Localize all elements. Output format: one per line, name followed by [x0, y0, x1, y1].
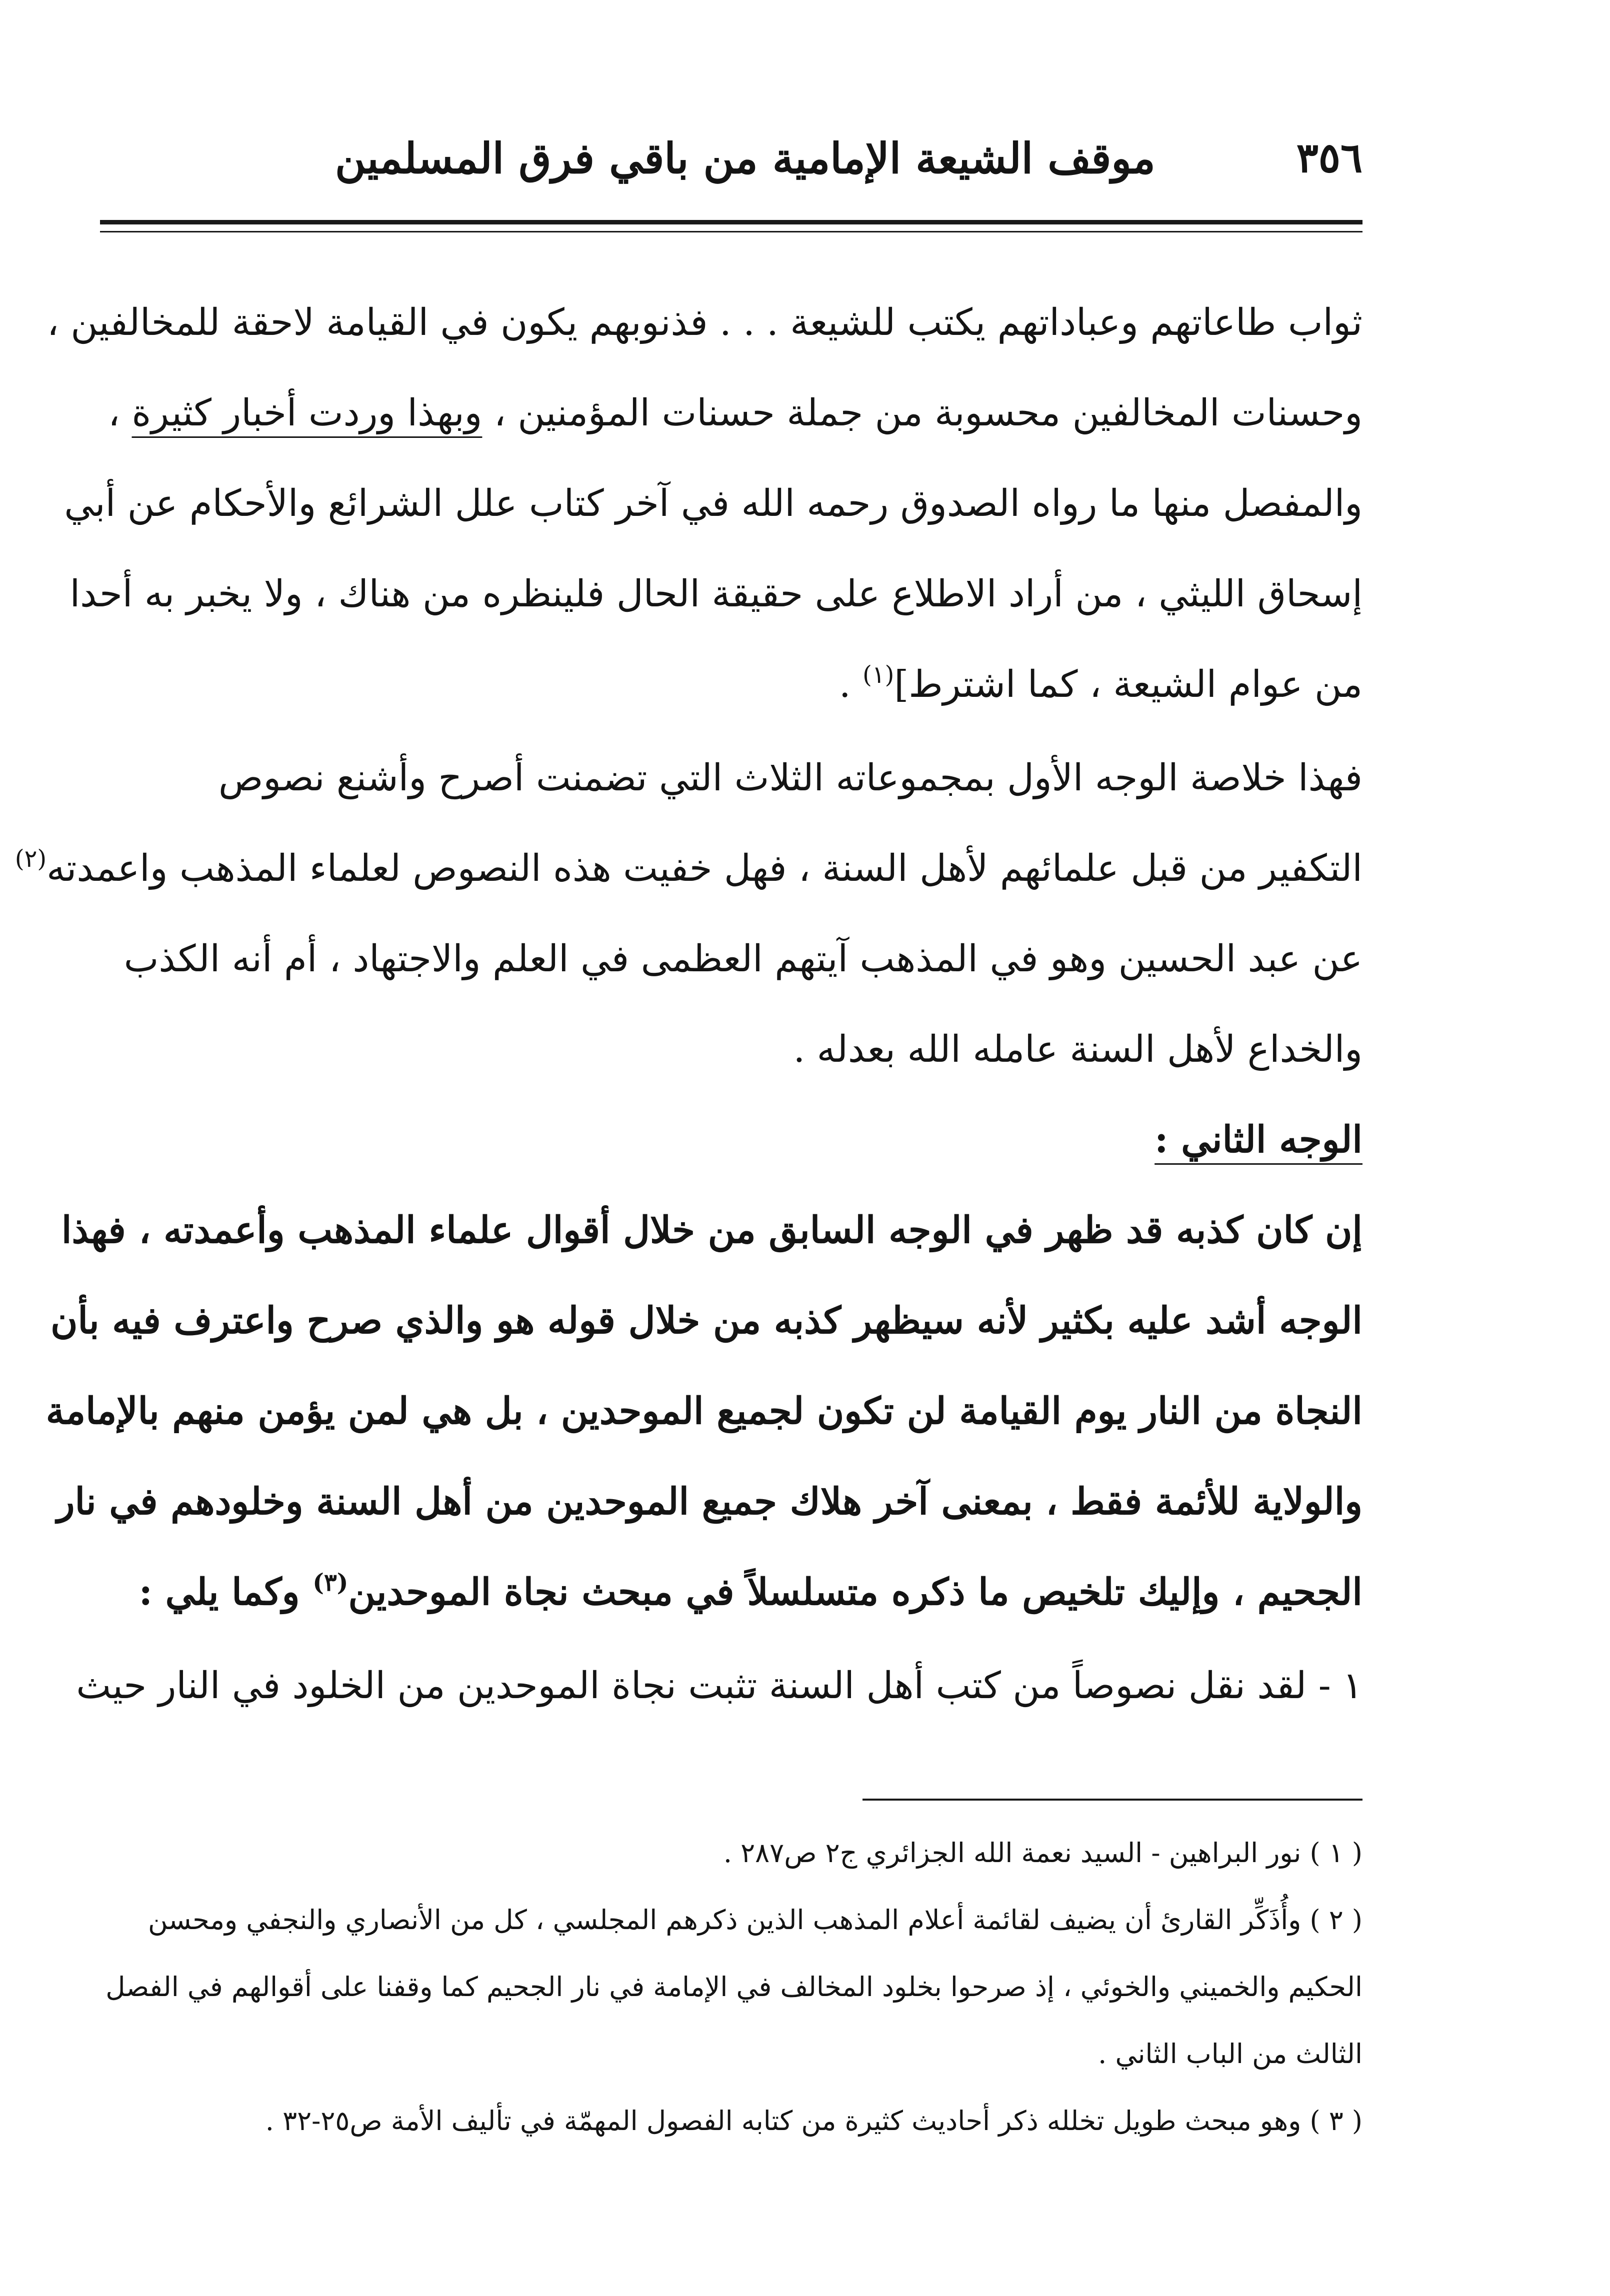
footnotes [106, 1820, 1362, 2155]
footnote-2-cont: الثالث من الباب الثاني . [1098, 2038, 1362, 2070]
section-heading: الوجه الثاني : [1154, 1118, 1362, 1161]
text-line: عن عبد الحسين وهو في المذهب آيتهم العظمى في العلم والاجتهاد ، أم أنه الكذب [124, 937, 1362, 980]
footnote-2-cont: الحكيم والخميني والخوئي ، إذ صرحوا بخلود المخالف في الإمامة في نار الجحيم كما وقفنا على أقوالهم في الفصل [106, 1971, 1362, 2003]
text-line: فهذا خلاصة الوجه الأول بمجموعاته الثلاث التي تضمنت أصرح وأشنع نصوص [218, 756, 1362, 799]
text-line: إسحاق الليثي ، من أراد الاطلاع على حقيقة الحال فلينظره من هناك ، ولا يخبر به أحدا [70, 572, 1362, 615]
footnote-ref-3: (٣) [312, 1569, 348, 1597]
text-line: ثواب طاعاتهم وعباداتهم يكتب للشيعة . . . فذنوبهم يكون في القيامة لاحقة للمخالفين ، [46, 301, 1362, 344]
text-line: من عوام الشيعة ، كما اشترط]$^{(١)}$ . [839, 661, 1362, 706]
text-line: الوجه أشد عليه بكثير لأنه سيظهر كذبه من خلال قوله هو والذي صرح واعترف فيه بأن [50, 1299, 1362, 1342]
text-line: والولاية للأئمة فقط ، بمعنى آخر هلاك جميع الموحدين من أهل السنة وخلودهم في نار [56, 1480, 1362, 1523]
footnote-1: ( ١ ) نور البراهين - السيد نعمة الله الجزائري ج٢ ص٢٨٧ . [723, 1837, 1362, 1869]
text-line: التكفير من قبل علمائهم لأهل السنة ، فهل خفيت هذه النصوص لعلماء المذهب واعمدته$^{(٢)}$ [14, 845, 1362, 890]
footnote-ref-1: (١) [862, 661, 894, 689]
header-rule [100, 220, 1362, 224]
running-title: موقف الشيعة الإمامية من باقي فرق المسلمين [335, 133, 1156, 183]
text-line: والمفصل منها ما رواه الصدوق رحمه الله في آخر كتاب علل الشرائع والأحكام عن أبي [64, 482, 1362, 525]
footnote-separator [862, 1799, 1362, 1801]
underlined-phrase: وبهذا وردت أخبار كثيرة [132, 391, 482, 434]
text-line: ١ - لقد نقل نصوصاً من كتب أهل السنة تثبت نجاة الموحدين من الخلود في النار حيث [76, 1664, 1362, 1707]
page-header [100, 127, 1362, 202]
footnote-3: ( ٣ ) وهو مبحث طويل تخلله ذكر أحاديث كثيرة من كتابه الفصول المهمّة في تأليف الأمة ص٢٥-٣٢ . [265, 2105, 1362, 2137]
text-line: الجحيم ، وإليك تلخيص ما ذكره متسلسلاً في مبحث نجاة الموحدين$^{(٣)}$ وكما يلي : [138, 1569, 1362, 1614]
text-line: والخداع لأهل السنة عامله الله بعدله . [793, 1028, 1362, 1071]
page-number: ٣٥٦ [1296, 134, 1362, 182]
header-rule-thin [100, 231, 1362, 232]
footnote-2: ( ٢ ) وأُذَكِّر القارئ أن يضيف لقائمة أعلام المذهب الذين ذكرهم المجلسي ، كل من الأنصاري والنجفي ومحسن [148, 1904, 1362, 1936]
main-text [14, 277, 1362, 1731]
text-line: إن كان كذبه قد ظهر في الوجه السابق من خلال أقوال علماء المذهب وأعمدته ، فهذا [61, 1209, 1362, 1252]
footnote-ref-2: (٢) [14, 845, 47, 873]
text-line: وحسنات المخالفين محسوبة من جملة حسنات المؤمنين ، وبهذا وردت أخبار كثيرة ، [108, 391, 1362, 434]
text-line: النجاة من النار يوم القيامة لن تكون لجميع الموحدين ، بل هي لمن يؤمن منهم بالإمامة [46, 1390, 1362, 1433]
